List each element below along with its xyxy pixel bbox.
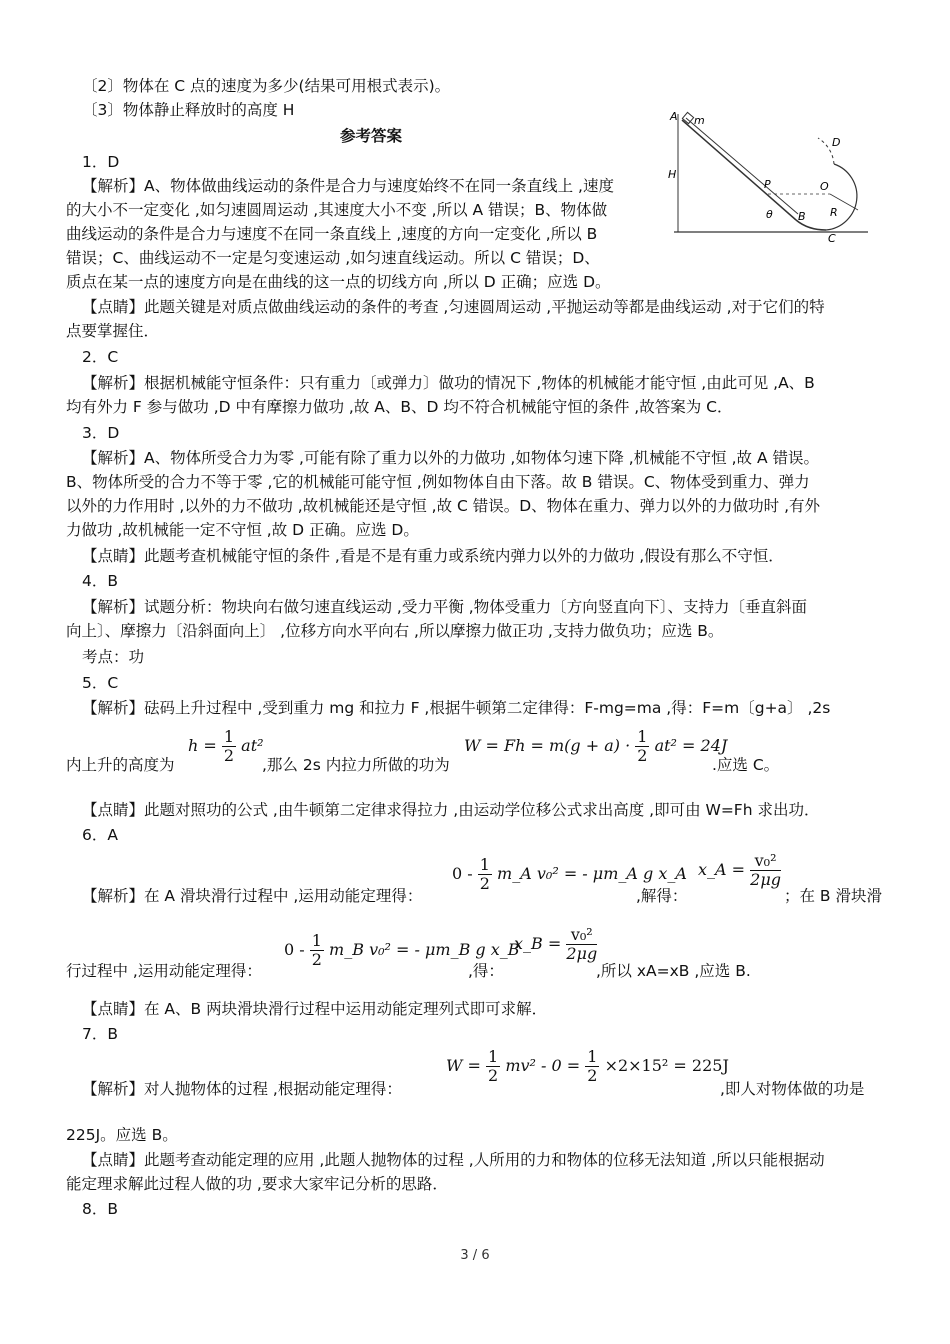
text-line: 均有外力 F 参与做功 ,D 中有摩擦力做功 ,故 A、B、D 均不符合机械能守恒的条件 ,故答案为 C．: [66, 398, 733, 416]
answer-number: 6．A: [82, 826, 118, 844]
text-line: 点要掌握住．: [66, 322, 160, 340]
text-line: ,所以 xA=xB ,应选 B.: [596, 962, 751, 980]
figure-label: H: [668, 168, 677, 181]
text-line: 行过程中 ,运用动能定理得：: [66, 962, 262, 980]
text-line: 内上升的高度为: [66, 756, 175, 774]
figure-label: P: [764, 178, 771, 191]
incline-loop-figure: [668, 108, 888, 248]
text-line: B、物体所受的合力不等于零 ,它的机械能可能守恒 ,例如物体自由下落。故 B 错误。C、物体受到重力、弹力: [66, 473, 810, 491]
text-line: 225J。应选 B。: [66, 1126, 178, 1144]
answer-number: 2．C: [82, 348, 119, 366]
question-line: 〔2〕物体在 C 点的速度为多少(结果可用根式表示)。: [82, 77, 451, 95]
formula-w7: W = $\frac{1}{2}$ mv² - 0 = $\frac{1}{2}$ ×2×15² = 225J: [446, 1047, 729, 1085]
text-line: ,解得：: [636, 887, 688, 905]
formula-kb: 0 - $\frac{1}{2}$ m_B v₀² = - μm_B g x_B: [284, 931, 520, 969]
figure-label: θ: [766, 208, 773, 221]
formula-w: W = Fh = m(g + a) · $\frac{1}{2}$ at² = 24J: [464, 727, 728, 765]
text-line: 【点睛】此题对照功的公式 ,由牛顿第二定律求得拉力 ,由运动学位移公式求出高度 ,即可由 W=Fh 求出功．: [82, 801, 820, 819]
figure-label: D: [832, 136, 841, 149]
text-line: 【点睛】在 A、B 两块滑块滑行过程中运用动能定理列式即可求解．: [82, 1000, 548, 1018]
text-line: 质点在某一点的速度方向是在曲线的这一点的切线方向 ,所以 D 正确；应选 D。: [66, 273, 611, 291]
text-line: 【解析】根据机械能守恒条件：只有重力〔或弹力〕做功的情况下 ,物体的机械能才能守恒 ,由此可见 ,A、B: [82, 374, 815, 392]
page-number: 3 / 6: [460, 1248, 490, 1263]
text-line: ,那么 2s 内拉力所做的功为: [262, 756, 450, 774]
answer-number: 7．B: [82, 1025, 118, 1043]
formula-xa: x_A = $\frac{\text{v₀²}}{2\mu g}$: [698, 851, 781, 889]
text-line: 【解析】在 A 滑块滑行过程中 ,运用动能定理得：: [82, 887, 423, 905]
text-line: ；在 B 滑块滑: [784, 887, 882, 905]
text-line: 以外的力作用时 ,以外的力不做功 ,故机械能还是守恒 ,故 C 错误。D、物体在重力、弹力以外的力做功时 ,有外: [66, 497, 821, 515]
text-line: 向上〕、摩擦力〔沿斜面向上〕 ,位移方向水平向右 ,所以摩擦力做正功 ,支持力做负功；应选 B。: [66, 622, 724, 640]
answer-number: 1．D: [82, 153, 120, 171]
text-line: .应选 C。: [712, 756, 780, 774]
text-line: 【点睛】此题关键是对质点做曲线运动的条件的考查 ,匀速圆周运动 ,平抛运动等都是曲线运动 ,对于它们的特: [82, 298, 825, 316]
answer-number: 8．B: [82, 1200, 118, 1218]
formula-xb: x_B = $\frac{\text{v₀²}}{2\mu g}$: [514, 925, 598, 963]
question-line: 〔3〕物体静止释放时的高度 H: [82, 101, 295, 119]
text-line: 【解析】A、物体做曲线运动的条件是合力与速度始终不在同一条直线上 ,速度: [82, 177, 614, 195]
figure-label: A: [670, 110, 678, 123]
text-line: 【解析】试题分析：物块向右做匀速直线运动 ,受力平衡 ,物体受重力〔方向竖直向下〕、支持力〔垂直斜面: [82, 598, 807, 616]
text-line: 错误；C、曲线运动不一定是匀变速运动 ,如匀速直线运动。所以 C 错误；D、: [66, 249, 600, 267]
formula-ka: 0 - $\frac{1}{2}$ m_A v₀² = - μm_A g x_A: [452, 855, 687, 893]
formula-h: h = $\frac{1}{2}$ at²: [188, 727, 264, 765]
text-line: ,得：: [468, 962, 504, 980]
text-line: 能定理求解此过程人做的功 ,要求大家牢记分析的思路．: [66, 1175, 448, 1193]
answer-number: 5．C: [82, 674, 119, 692]
text-line: 【点睛】此题考查机械能守恒的条件 ,看是不是有重力或系统内弹力以外的力做功 ,假设有那么不守恒．: [82, 547, 784, 565]
text-line: 【解析】对人抛物体的过程 ,根据动能定理得：: [82, 1080, 402, 1098]
answer-number: 4．B: [82, 572, 118, 590]
text-line: 【点睛】此题考查动能定理的应用 ,此题人抛物体的过程 ,人所用的力和物体的位移无法知道 ,所以只能根据动: [82, 1151, 825, 1169]
text-line: 【解析】砝码上升过程中 ,受到重力 mg 和拉力 F ,根据牛顿第二定律得：F-mg=ma ,得：F=m〔g+a〕 ,2s: [82, 699, 831, 717]
figure-label: O: [820, 180, 829, 193]
text-line: 的大小不一定变化 ,如匀速圆周运动 ,其速度大小不变 ,所以 A 错误；B、物体做: [66, 201, 608, 219]
figure-label: R: [830, 206, 838, 219]
answers-title: 参考答案: [340, 127, 403, 145]
text-line: 考点：功: [82, 648, 145, 666]
figure-label: m: [694, 114, 705, 127]
text-line: ,即人对物体做的功是: [720, 1080, 865, 1098]
figure-label: C: [828, 232, 836, 245]
text-line: 曲线运动的条件是合力与速度不在同一条直线上 ,速度的方向一定变化 ,所以 B: [66, 225, 598, 243]
figure-label: B: [798, 210, 806, 223]
answer-number: 3．D: [82, 424, 120, 442]
text-line: 力做功 ,故机械能一定不守恒 ,故 D 正确。应选 D。: [66, 521, 419, 539]
text-line: 【解析】A、物体所受合力为零 ,可能有除了重力以外的力做功 ,如物体匀速下降 ,机械能不守恒 ,故 A 错误。: [82, 449, 819, 467]
